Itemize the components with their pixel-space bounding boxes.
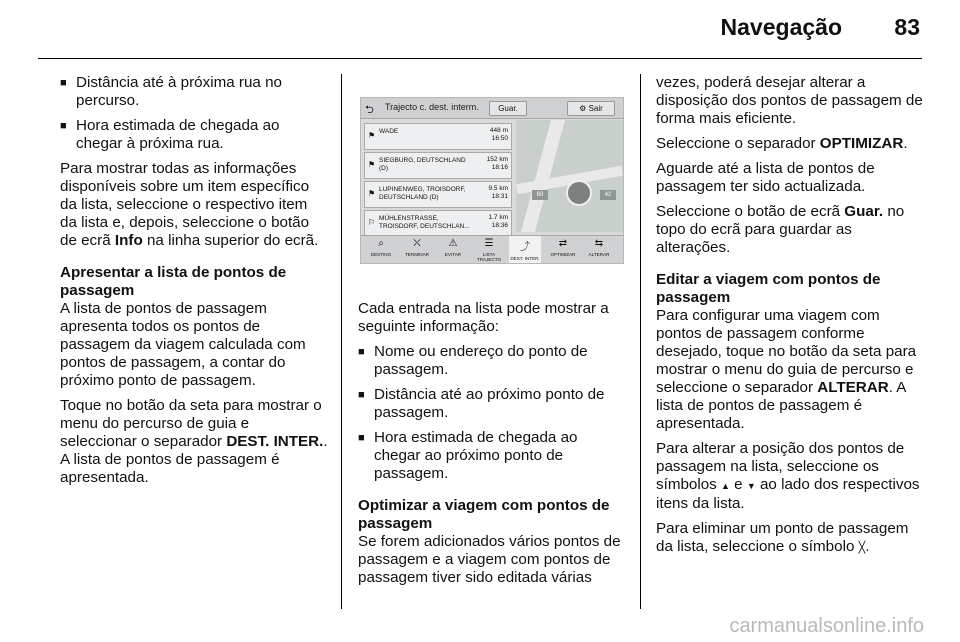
waypoint-time: 18:16 bbox=[491, 164, 508, 171]
move-down-icon: ▼ bbox=[746, 481, 756, 491]
bold-term: OPTIMIZAR bbox=[819, 135, 904, 152]
tab-label: ALTERAR bbox=[588, 252, 610, 257]
text: Para configurar uma viagem com pontos de passagem conforme desejado, toque no botão da seta para mostrar o menu do guia de percurso e seleccione o separador bbox=[656, 307, 917, 396]
section-heading: Optimizar a viagem com pontos de passagem bbox=[358, 497, 610, 532]
navigation-screen-figure bbox=[360, 97, 624, 264]
waypoint-time: 16:50 bbox=[491, 135, 508, 142]
paragraph: Se forem adicionados vários pontos de passagem e a viagem com pontos de passagem tiver sido editada várias bbox=[358, 533, 621, 586]
page-header bbox=[0, 0, 960, 58]
waypoint-route-icon: ⤴ bbox=[520, 242, 530, 253]
gear-icon: ⚙ bbox=[579, 104, 589, 113]
bullet-item: ■ Hora estimada de chegada ao chegar à próxima rua. bbox=[60, 117, 328, 153]
tab-terminar[interactable] bbox=[401, 236, 433, 264]
waypoint-distance: 9.5 km bbox=[488, 185, 508, 192]
list-item[interactable] bbox=[364, 152, 512, 179]
waypoint-name: WADE bbox=[379, 128, 399, 135]
waypoint-time: 18:31 bbox=[491, 193, 508, 200]
delete-icon: ╳ bbox=[858, 542, 866, 554]
list-item[interactable] bbox=[364, 123, 512, 150]
text: e bbox=[729, 476, 747, 493]
tab-destino[interactable] bbox=[365, 236, 397, 264]
page-title: Navegação bbox=[720, 14, 842, 40]
bullet-item: ■ Nome ou endereço do ponto de passagem. bbox=[358, 343, 628, 379]
column-divider-2 bbox=[640, 74, 641, 609]
avoid-icon: ⚠ bbox=[448, 238, 458, 249]
waypoint-flag-icon: ⚑ bbox=[368, 160, 376, 169]
column-2 bbox=[358, 300, 628, 594]
column-1 bbox=[60, 74, 328, 494]
bullet-item: ■ Hora estimada de chegada ao chegar ao próximo ponto de passagem. bbox=[358, 429, 628, 483]
vehicle-position-icon bbox=[566, 180, 592, 206]
paragraph bbox=[656, 440, 926, 513]
paragraph bbox=[656, 520, 926, 557]
waypoint-time: 18:36 bbox=[491, 222, 508, 229]
exit-button[interactable] bbox=[567, 101, 615, 116]
route-list-icon: ☰ bbox=[484, 238, 494, 249]
paragraph bbox=[656, 135, 926, 153]
text: Toque no botão da seta para mostrar o menu do percurso de guia e seleccionar o separador bbox=[60, 397, 322, 450]
waypoint-distance: 1.7 km bbox=[488, 214, 508, 221]
paragraph bbox=[656, 307, 926, 433]
bold-term: DEST. INTER. bbox=[226, 433, 324, 450]
waypoint-name: LUPINENWEG, TROISDORF, DEUTSCHLAND (D) bbox=[379, 186, 466, 201]
waypoint-info bbox=[488, 185, 508, 201]
waypoint-distance: 448 m bbox=[489, 127, 508, 134]
bullet-item: ■ Distância até ao próximo ponto de passagem. bbox=[358, 386, 628, 422]
waypoint-info bbox=[487, 156, 508, 172]
waypoint-list bbox=[364, 123, 512, 239]
text: Para eliminar um ponto de passagem da lista, seleccione o símbolo bbox=[656, 520, 909, 555]
waypoint-distance: 152 km bbox=[486, 156, 508, 163]
speed-badge: 42 bbox=[600, 190, 616, 200]
screen-title: Trajecto c. dest. interm. bbox=[385, 102, 479, 112]
bold-term: Guar. bbox=[844, 203, 884, 220]
tab-lista-trajecto[interactable] bbox=[473, 236, 505, 264]
save-button[interactable]: Guar. bbox=[489, 101, 527, 116]
text: ao lado dos respectivos itens da lista. bbox=[656, 476, 920, 512]
text: . bbox=[903, 135, 908, 152]
page-number: 83 bbox=[894, 14, 920, 40]
destination-flag-icon: ⚐ bbox=[368, 218, 376, 227]
footer-watermark: carmanualsonline.info bbox=[729, 615, 924, 637]
tab-label: OPTIMIZAR bbox=[550, 252, 576, 257]
tab-label: LISTA TRAJECTO bbox=[476, 252, 502, 262]
text: . A lista de pontos de passagem é apresentada. bbox=[60, 433, 328, 486]
tab-label: DEST. INTER. bbox=[510, 256, 540, 261]
text: Para mostrar todas as informações disponíveis sobre um item específico da lista, seleccione o respectivo item da lista e, depois, seleccione o botão de ecrã bbox=[60, 160, 310, 249]
text: no topo do ecrã para guardar as alterações. bbox=[656, 203, 905, 256]
text: . bbox=[865, 538, 870, 555]
column-3 bbox=[656, 74, 926, 564]
column-divider-1 bbox=[341, 74, 342, 609]
text: Para alterar a posição dos pontos de passagem na lista, seleccione os símbolos bbox=[656, 440, 905, 493]
exit-label: Sair bbox=[588, 104, 603, 113]
paragraph bbox=[60, 397, 328, 487]
tab-label: EVITAR bbox=[444, 252, 462, 257]
paragraph: Cada entrada na lista pode mostrar a seguinte informação: bbox=[358, 300, 609, 335]
paragraph: Aguarde até a lista de pontos de passagem ter sido actualizada. bbox=[656, 160, 875, 195]
screen-tab-bar bbox=[361, 235, 623, 264]
move-up-icon: ▲ bbox=[721, 481, 730, 491]
tab-label: TERMINAR bbox=[405, 252, 429, 257]
paragraph bbox=[60, 160, 328, 250]
header-divider bbox=[38, 58, 922, 59]
tab-optimizar[interactable] bbox=[547, 236, 579, 264]
paragraph bbox=[656, 203, 926, 257]
waypoint-name: SIEGBURG, DEUTSCHLAND (D) bbox=[379, 157, 466, 172]
text: na linha superior do ecrã. bbox=[142, 232, 319, 249]
section-heading: Editar a viagem com pontos de passagem bbox=[656, 271, 881, 306]
tab-evitar[interactable] bbox=[437, 236, 469, 264]
tab-label: DESTINO bbox=[370, 252, 392, 257]
text: Seleccione o botão de ecrã bbox=[656, 203, 845, 220]
back-arrow-icon: ⮌ bbox=[365, 104, 374, 116]
text: Seleccione o separador bbox=[656, 135, 820, 152]
section-heading: Apresentar a lista de pontos de passagem bbox=[60, 264, 287, 299]
waypoint-info bbox=[488, 214, 508, 230]
paragraph: A lista de pontos de passagem apresenta todos os pontos de passagem da viagem calculada com pontos de passagem, a contar do próximo ponto de passagem. bbox=[60, 300, 306, 389]
waypoint-info bbox=[490, 127, 508, 143]
list-item[interactable] bbox=[364, 210, 512, 237]
search-icon: ⌕ bbox=[378, 238, 384, 249]
paragraph: vezes, poderá desejar alterar a disposição dos pontos de passagem de forma mais eficiente. bbox=[656, 74, 923, 127]
speed-limit-badge: 60 bbox=[532, 190, 548, 200]
optimize-icon: ⇄ bbox=[558, 238, 568, 249]
tab-alterar[interactable] bbox=[583, 236, 615, 264]
waypoint-name: MÜHLENSTRASSE, TROISDORF, DEUTSCHLAN... bbox=[379, 215, 470, 230]
bullet-item: ■ Distância até à próxima rua no percurso. bbox=[60, 74, 328, 110]
edit-route-icon: ⇆ bbox=[594, 238, 604, 249]
tab-dest-inter[interactable] bbox=[509, 236, 541, 264]
bold-term: Info bbox=[114, 232, 143, 249]
stop-route-icon: ⛌ bbox=[413, 238, 421, 249]
text: . A lista de pontos de passagem é apresentada. bbox=[656, 379, 906, 432]
list-item[interactable] bbox=[364, 181, 512, 208]
waypoint-flag-icon: ⚑ bbox=[368, 189, 376, 198]
waypoint-flag-icon: ⚑ bbox=[368, 131, 376, 140]
map-view[interactable] bbox=[516, 120, 623, 232]
bold-term: ALTERAR bbox=[817, 379, 889, 396]
screen-top-bar bbox=[361, 98, 623, 119]
